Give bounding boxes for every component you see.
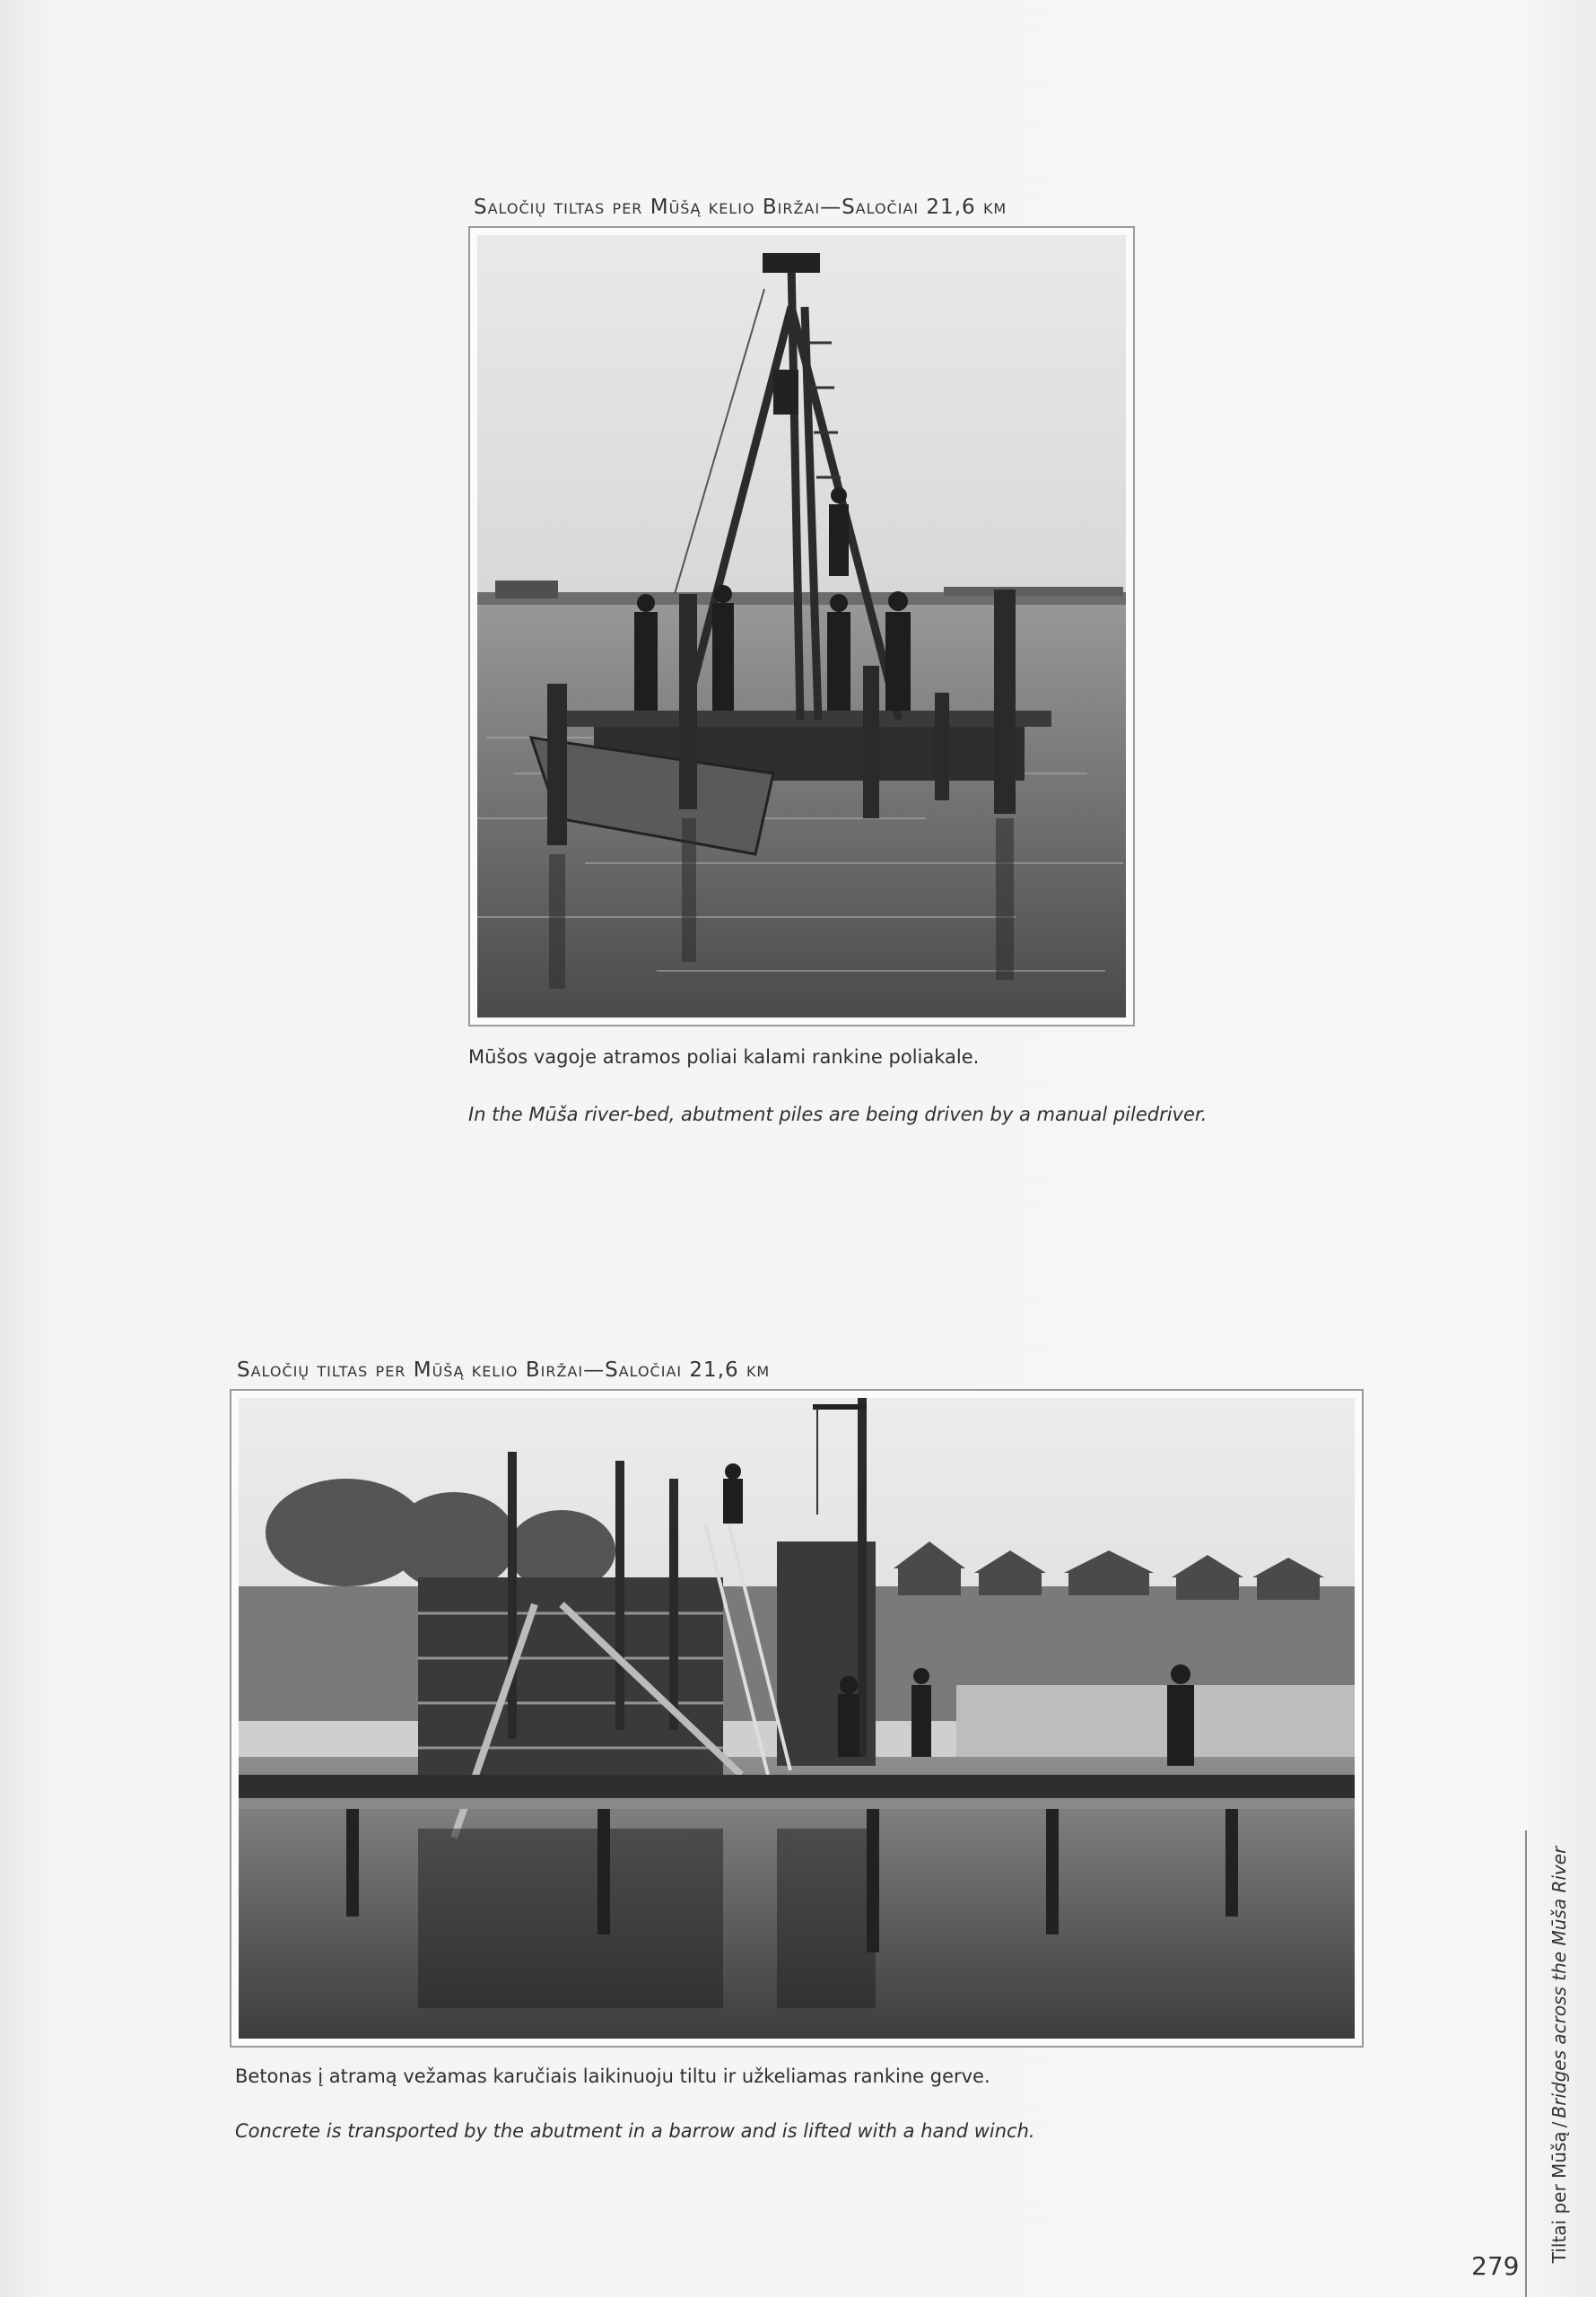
margin-rule [1525,1830,1527,2297]
figure-1-photo [477,235,1126,1017]
page-number: 279 [1471,2251,1520,2281]
figure-1-caption-lt: Mūšos vagoje atramos poliai kalami rankine poliakale. [468,1046,980,1068]
running-head-lt: Tiltai per Mūšą [1548,2131,1570,2264]
figure-2-photo [239,1398,1355,2039]
figure-1-heading: Saločių tiltas per Mūšą kelio Biržai—Saločiai 21,6 km [474,196,1007,219]
running-head [1548,1847,1570,2264]
running-head-en: Bridges across the Mūša River [1548,1846,1570,2118]
piledriver-photo-illustration [477,235,1126,1017]
running-head-separator: / [1548,2121,1570,2128]
concrete-formwork-photo-illustration [239,1398,1355,2039]
figure-1-caption-en: In the Mūša river-bed, abutment piles are being driven by a manual piledriver. [468,1104,1208,1125]
figure-2-caption-lt: Betonas į atramą vežamas karučiais laikinuoju tiltu ir užkeliamas rankine gerve. [235,2066,990,2087]
figure-2-heading: Saločių tiltas per Mūšą kelio Biržai—Saločiai 21,6 km [237,1358,771,1382]
figure-2-caption-en: Concrete is transported by the abutment in a barrow and is lifted with a hand winch. [235,2120,1035,2142]
